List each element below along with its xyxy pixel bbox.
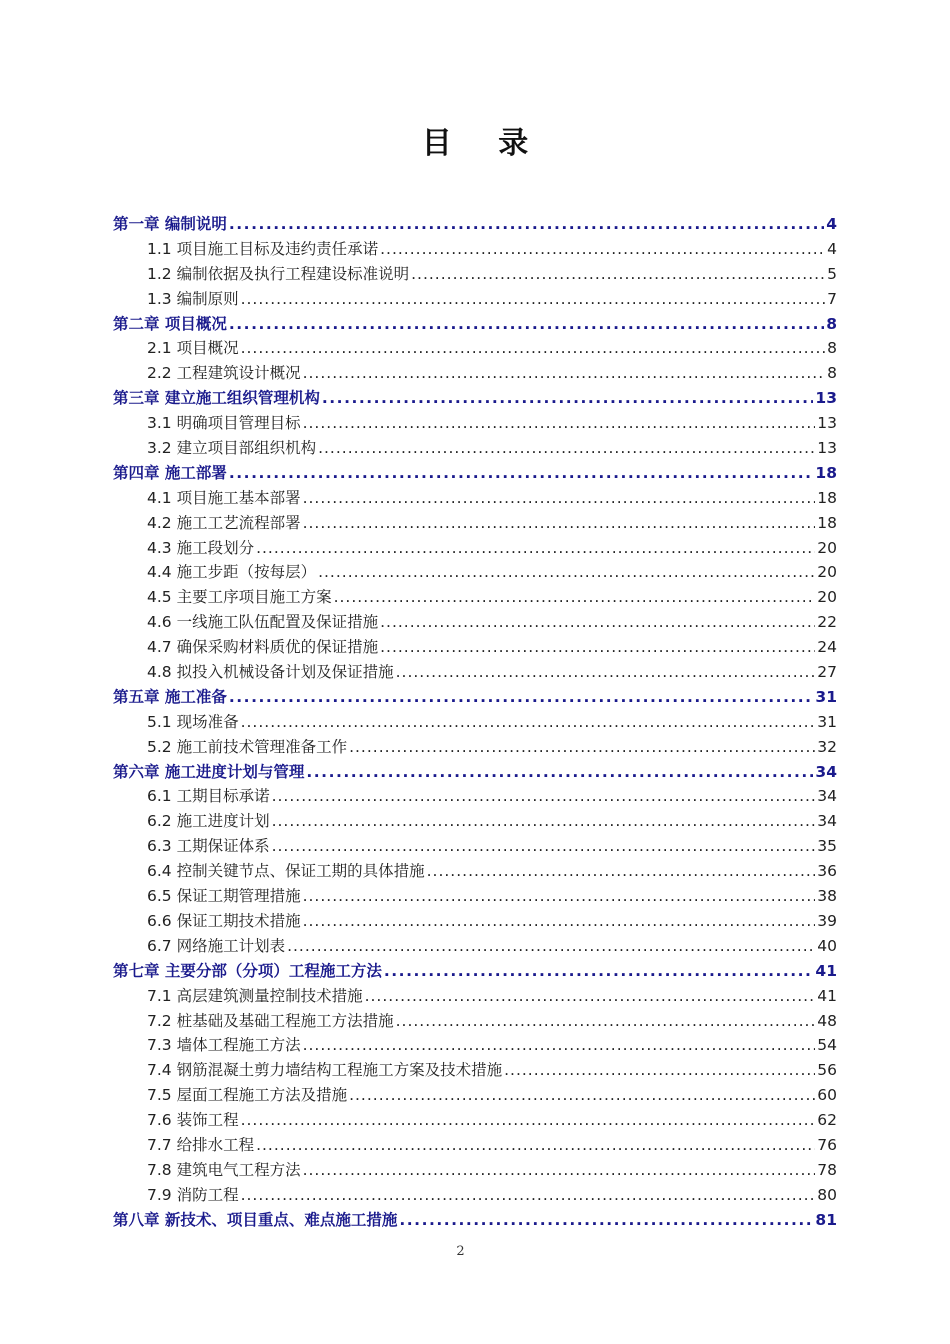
toc-section-entry[interactable] (113, 1083, 837, 1108)
toc-entry-label: 6.4 控制关键节点、保证工期的具体措施 (147, 862, 425, 881)
toc-entry-label: 4.5 主要工序项目施工方案 (147, 588, 332, 607)
toc-section-entry[interactable] (113, 1133, 837, 1158)
toc-entry-page: 36 (817, 862, 837, 881)
toc-chapter-entry[interactable] (113, 959, 837, 984)
toc-entry-label: 2.1 项目概况 (147, 339, 239, 358)
toc-entry-label: 6.6 保证工期技术措施 (147, 911, 301, 930)
toc-entry-page: 18 (815, 463, 837, 482)
toc-leader-dots (349, 1083, 815, 1108)
toc-entry-label: 4.8 拟投入机械设备计划及保证措施 (147, 663, 394, 682)
toc-entry-label: 5.2 施工前技术管理准备工作 (147, 737, 348, 756)
toc-entry-label: 4.2 施工工艺流程部署 (147, 513, 301, 532)
toc-section-entry[interactable] (113, 486, 837, 511)
toc-entry-label: 1.2 编制依据及执行工程建设标准说明 (147, 264, 410, 283)
toc-entry-page: 60 (817, 1086, 837, 1105)
toc-entry-page: 39 (817, 911, 837, 930)
toc-entry-page: 41 (817, 986, 837, 1005)
toc-entry-page: 8 (826, 314, 837, 333)
toc-entry-page: 8 (827, 364, 837, 383)
toc-entry-label: 7.6 装饰工程 (147, 1111, 239, 1130)
toc-entry-label: 7.7 给排水工程 (147, 1135, 255, 1154)
toc-entry-label: 第三章 建立施工组织管理机构 (113, 389, 320, 408)
toc-leader-dots (241, 710, 816, 735)
toc-entry-label: 3.1 明确项目管理目标 (147, 414, 301, 433)
toc-section-entry[interactable] (113, 735, 837, 760)
toc-leader-dots (303, 1158, 816, 1183)
toc-section-entry[interactable] (113, 1158, 837, 1183)
toc-entry-page: 78 (817, 1160, 837, 1179)
toc-chapter-entry[interactable] (113, 685, 837, 710)
toc-section-entry[interactable] (113, 710, 837, 735)
toc-section-entry[interactable] (113, 511, 837, 536)
toc-entry-page: 7 (827, 289, 837, 308)
toc-entry-label: 7.1 高层建筑测量控制技术措施 (147, 986, 363, 1005)
toc-entry-label: 7.5 屋面工程施工方法及措施 (147, 1086, 348, 1105)
toc-entry-label: 6.7 网络施工计划表 (147, 936, 286, 955)
toc-entry-label: 4.4 施工步距（按每层） (147, 563, 317, 582)
toc-entry-page: 81 (815, 1210, 837, 1229)
toc-leader-dots (229, 461, 814, 486)
toc-section-entry[interactable] (113, 560, 837, 585)
toc-entry-label: 6.5 保证工期管理措施 (147, 887, 301, 906)
toc-section-entry[interactable] (113, 361, 837, 386)
toc-entry-label: 7.4 钢筋混凝土剪力墙结构工程施工方案及技术措施 (147, 1061, 503, 1080)
toc-section-entry[interactable] (113, 784, 837, 809)
toc-chapter-entry[interactable] (113, 1208, 837, 1233)
toc-leader-dots (306, 760, 813, 785)
toc-entry-label: 6.1 工期目标承诺 (147, 787, 270, 806)
toc-entry-label: 第五章 施工准备 (113, 687, 227, 706)
toc-leader-dots (303, 511, 816, 536)
toc-section-entry[interactable] (113, 884, 837, 909)
toc-leader-dots (287, 934, 815, 959)
toc-section-entry[interactable] (113, 336, 837, 361)
toc-entry-page: 40 (817, 936, 837, 955)
toc-leader-dots (272, 809, 816, 834)
toc-entry-label: 6.2 施工进度计划 (147, 812, 270, 831)
toc-entry-page: 31 (815, 687, 837, 706)
toc-entry-label: 7.8 建筑电气工程方法 (147, 1160, 301, 1179)
toc-leader-dots (241, 1108, 816, 1133)
toc-leader-dots (349, 735, 815, 760)
toc-section-entry[interactable] (113, 585, 837, 610)
toc-entry-page: 62 (817, 1111, 837, 1130)
toc-entry-page: 54 (817, 1036, 837, 1055)
toc-leader-dots (399, 1208, 813, 1233)
toc-chapter-entry[interactable] (113, 386, 837, 411)
toc-entry-page: 41 (815, 961, 837, 980)
toc-entry-page: 56 (817, 1061, 837, 1080)
toc-leader-dots (229, 685, 814, 710)
toc-entry-page: 80 (817, 1185, 837, 1204)
toc-leader-dots (384, 959, 814, 984)
toc-entry-label: 1.1 项目施工目标及违约责任承诺 (147, 239, 379, 258)
toc-entry-label: 5.1 现场准备 (147, 712, 239, 731)
toc-leader-dots (303, 411, 816, 436)
toc-section-entry[interactable] (113, 411, 837, 436)
toc-leader-dots (365, 984, 816, 1009)
toc-entry-page: 24 (817, 638, 837, 657)
toc-section-entry[interactable] (113, 934, 837, 959)
toc-entry-page: 38 (817, 887, 837, 906)
toc-entry-label: 第四章 施工部署 (113, 463, 227, 482)
toc-leader-dots (256, 1133, 815, 1158)
toc-section-entry[interactable] (113, 1108, 837, 1133)
toc-entry-page: 13 (817, 414, 837, 433)
toc-leader-dots (229, 312, 824, 337)
toc-entry-page: 35 (817, 837, 837, 856)
toc-leader-dots (303, 909, 816, 934)
toc-entry-page: 20 (817, 563, 837, 582)
toc-entry-label: 4.6 一线施工队伍配置及保证措施 (147, 613, 379, 632)
toc-entry-label: 7.2 桩基础及基础工程施工方法措施 (147, 1011, 394, 1030)
toc-leader-dots (318, 436, 815, 461)
toc-entry-page: 4 (826, 215, 837, 233)
toc-leader-dots (229, 212, 824, 237)
toc-section-entry[interactable] (113, 635, 837, 660)
toc-entry-label: 第一章 编制说明 (113, 215, 227, 233)
toc-leader-dots (303, 884, 816, 909)
toc-section-entry[interactable] (113, 1009, 837, 1034)
toc-entry-label: 4.1 项目施工基本部署 (147, 488, 301, 507)
toc-chapter-entry[interactable] (113, 461, 837, 486)
toc-section-entry[interactable] (113, 1058, 837, 1083)
toc-section-entry[interactable] (113, 287, 837, 312)
toc-section-entry[interactable] (113, 262, 837, 287)
toc-entry-page: 34 (817, 787, 837, 806)
toc-section-entry[interactable] (113, 610, 837, 635)
toc-leader-dots (380, 610, 815, 635)
toc-leader-dots (322, 386, 814, 411)
toc-entry-label: 2.2 工程建筑设计概况 (147, 364, 301, 383)
toc-entry-page: 48 (817, 1011, 837, 1030)
toc-entry-page: 27 (817, 663, 837, 682)
toc-entry-page: 32 (817, 737, 837, 756)
toc-leader-dots (241, 287, 826, 312)
toc-entry-page: 20 (817, 588, 837, 607)
toc-leader-dots (334, 585, 816, 610)
toc-entry-label: 第二章 项目概况 (113, 314, 227, 333)
toc-entry-label: 3.2 建立项目部组织机构 (147, 439, 317, 458)
toc-entry-label: 4.3 施工段划分 (147, 538, 255, 557)
toc-entry-page: 13 (815, 389, 837, 408)
toc-leader-dots (504, 1058, 815, 1083)
toc-entry-page: 31 (817, 712, 837, 731)
toc-leader-dots (272, 784, 816, 809)
toc-entry-page: 76 (817, 1135, 837, 1154)
toc-entry-label: 6.3 工期保证体系 (147, 837, 270, 856)
toc-entry-page: 18 (817, 488, 837, 507)
toc-section-entry[interactable] (113, 660, 837, 685)
toc-leader-dots (427, 859, 816, 884)
table-of-contents (113, 212, 837, 1233)
toc-section-entry[interactable] (113, 1183, 837, 1208)
toc-leader-dots (241, 1183, 816, 1208)
toc-leader-dots (318, 560, 815, 585)
toc-section-entry[interactable] (113, 984, 837, 1009)
toc-entry-label: 第八章 新技术、项目重点、难点施工措施 (113, 1210, 398, 1229)
toc-entry-page: 34 (817, 812, 837, 831)
toc-leader-dots (256, 536, 815, 561)
toc-leader-dots (411, 262, 825, 287)
toc-section-entry[interactable] (113, 1033, 837, 1058)
toc-entry-page: 4 (827, 239, 837, 258)
toc-entry-page: 13 (817, 439, 837, 458)
toc-entry-label: 第七章 主要分部（分项）工程施工方法 (113, 961, 382, 980)
toc-leader-dots (303, 361, 826, 386)
page-number: 2 (456, 1244, 465, 1259)
toc-leader-dots (396, 1009, 816, 1034)
toc-leader-dots (380, 237, 825, 262)
toc-entry-label: 1.3 编制原则 (147, 289, 239, 308)
toc-leader-dots (380, 635, 815, 660)
toc-entry-page: 20 (817, 538, 837, 557)
toc-section-entry[interactable] (113, 909, 837, 934)
toc-entry-page: 18 (817, 513, 837, 532)
toc-chapter-entry[interactable] (113, 212, 837, 237)
toc-entry-label: 7.3 墙体工程施工方法 (147, 1036, 301, 1055)
toc-section-entry[interactable] (113, 809, 837, 834)
toc-section-entry[interactable] (113, 237, 837, 262)
toc-leader-dots (303, 486, 816, 511)
toc-leader-dots (396, 660, 816, 685)
page-title: 目 录 (421, 126, 547, 161)
toc-section-entry[interactable] (113, 859, 837, 884)
toc-entry-label: 第六章 施工进度计划与管理 (113, 762, 305, 781)
toc-chapter-entry[interactable] (113, 312, 837, 337)
toc-entry-page: 8 (827, 339, 837, 358)
toc-entry-label: 7.9 消防工程 (147, 1185, 239, 1204)
toc-leader-dots (303, 1033, 816, 1058)
toc-leader-dots (241, 336, 826, 361)
toc-section-entry[interactable] (113, 436, 837, 461)
toc-entry-page: 22 (817, 613, 837, 632)
toc-entry-page: 34 (815, 762, 837, 781)
toc-entry-label: 4.7 确保采购材料质优的保证措施 (147, 638, 379, 657)
toc-section-entry[interactable] (113, 536, 837, 561)
toc-entry-page: 5 (827, 264, 837, 283)
toc-chapter-entry[interactable] (113, 760, 837, 785)
toc-section-entry[interactable] (113, 834, 837, 859)
toc-leader-dots (272, 834, 816, 859)
